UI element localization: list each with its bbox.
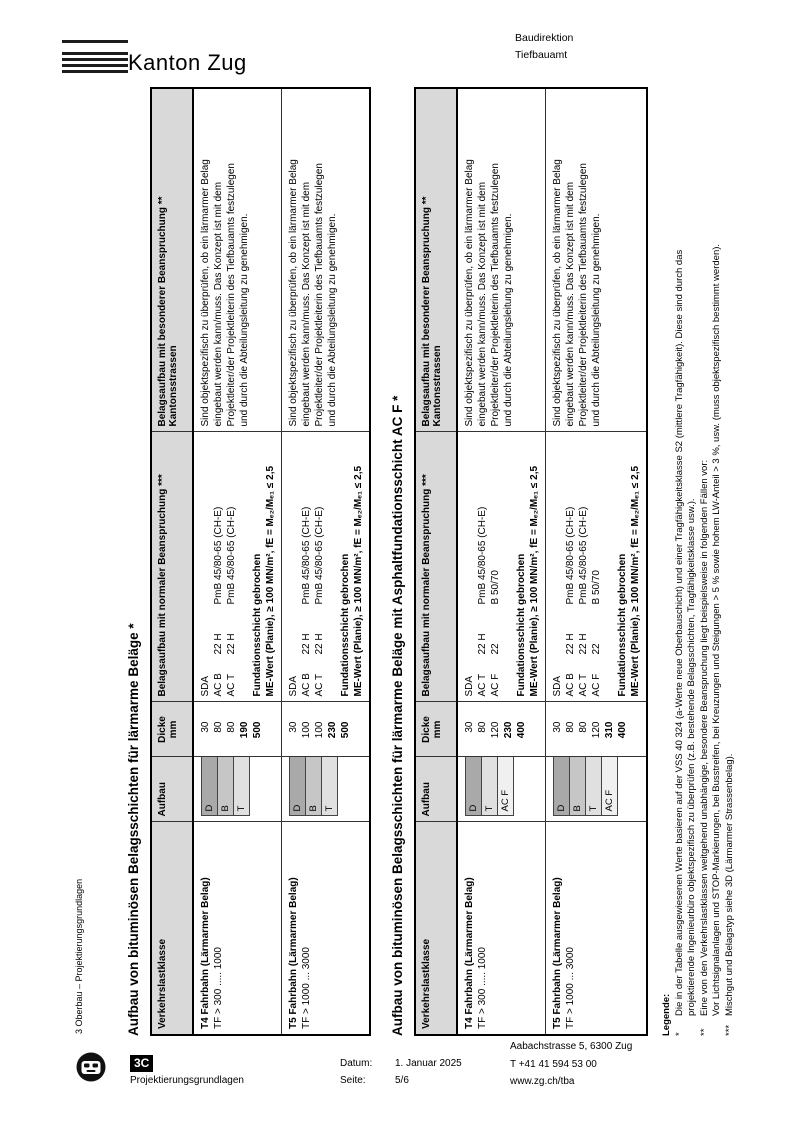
rotated-content (72, 86, 768, 1036)
cell-normale-beanspruchung: SDA AC B22 HPmB 45/80-65 (CH-E) AC T22 HPmB 45/80-65 (CH-E) AC F22B 50/70 Fundationsschicht gebrochen ME-Wert (Planie), ≥ 100 MN/m², fE = Mₑ₂/Mₑ₁ ≤ 2,5 (546, 432, 648, 702)
brand-title: Kanton Zug (128, 50, 247, 75)
col-besondere-beanspruchung: Belagsaufbau mit besonderer Beanspruchung ** Kantonsstrassen (151, 88, 193, 432)
col-aufbau: Aufbau (151, 757, 193, 822)
table-row-t5 (546, 88, 648, 1035)
department-block (515, 30, 573, 64)
table2-title: Aufbau von bituminösen Belagsschichten für lärmarme Beläge mit Asphaltfundationsschicht AC F * (390, 395, 405, 1036)
table2-header-row (415, 88, 457, 1035)
col-verkehrslastklasse: Verkehrslastklasse (151, 822, 193, 1035)
cell-verkehrslastklasse: T5 Fahrbahn (Lärmarmer Belag) TF > 1000 ... 3000 (546, 822, 648, 1035)
datum-value: 1. Januar 2025 (395, 1058, 462, 1069)
col-dicke: Dicke mm (415, 702, 457, 757)
cell-dicke: 30 80 80 120 310 400 (546, 702, 648, 757)
kanton-zug-flag-icon (62, 40, 128, 73)
col-normale-beanspruchung: Belagsaufbau mit normaler Beanspruchung *** (151, 432, 193, 702)
cell-dicke: 30 100 100 230 500 (282, 702, 371, 757)
layer-stack-diagram: D B T (289, 757, 338, 817)
cell-aufbau (193, 757, 282, 822)
cell-verkehrslastklasse: T4 Fahrbahn (Lärmarmer Belag) TF > 300 ..... 1000 (193, 822, 282, 1035)
cell-aufbau (282, 757, 371, 822)
cell-besondere-beanspruchung: Sind objektspezifisch zu überprüfen, ob ein lärmarmer Belag eingebaut werden kann/muss. Das Konzept ist mit dem Projektleiter/der Projektleiterin des Tiefbauamts festzulegen und durch die Abteilungsleitung zu genehmigen. (282, 88, 371, 432)
legend-heading: Legende: (661, 993, 672, 1036)
layer-stack-diagram: D B T (201, 757, 250, 817)
table-belagsschichten (150, 87, 371, 1036)
table-row-t4 (193, 88, 282, 1035)
department-line1: Baudirektion (515, 32, 574, 44)
datum-label: Datum: (340, 1058, 373, 1069)
section-badge: 3C (130, 1055, 153, 1072)
section-badge-caption: Projektierungsgrundlagen (130, 1075, 244, 1086)
table-row-t4 (457, 88, 546, 1035)
cell-dicke: 30 80 80 190 500 (193, 702, 282, 757)
legend-item-2: ** Eine von den Verkehrslastklassen weitgehend unabhängige, besondere Beanspruchung liegt beispielsweise in folgenden Fällen vor: Vor Lichtsignalanlagen und STOP-Markierungen, bei Busstreifen, bei Kreuzungen und Steigungen > 5 % sowie hohem LW-Anteil > 3 %, usw. (muss objektspezifisch bestimmt werden). (698, 243, 722, 1036)
department-line2: Tiefbauamt (515, 49, 568, 61)
seite-label: Seite: (340, 1075, 366, 1086)
legend (661, 86, 736, 1036)
seite-value: 5/6 (395, 1075, 409, 1086)
document-meta (340, 1055, 462, 1089)
col-dicke: Dicke mm (151, 702, 193, 757)
cell-verkehrslastklasse: T4 Fahrbahn (Lärmarmer Belag) TF > 300 ..... 1000 (457, 822, 546, 1035)
cell-normale-beanspruchung: SDA AC B22 HPmB 45/80-65 (CH-E) AC T22 HPmB 45/80-65 (CH-E) Fundationsschicht gebrochen ME-Wert (Planie), ≥ 100 MN/m², fE = Mₑ₂/Mₑ₁ ≤ 2,5 (193, 432, 282, 702)
cell-normale-beanspruchung: SDA AC B22 HPmB 45/80-65 (CH-E) AC T22 HPmB 45/80-65 (CH-E) Fundationsschicht gebrochen ME-Wert (Planie), ≥ 100 MN/m², fE = Mₑ₂/Mₑ₁ ≤ 2,5 (282, 432, 371, 702)
legend-item-3: *** Mischgut und Belagstyp siehe 3D (Lärmarmer Strassenbelag). (723, 753, 735, 1036)
cell-aufbau (457, 757, 546, 822)
address-phone: T +41 41 594 53 00 (510, 1058, 597, 1070)
chapter-note: 3 Oberbau – Projektierungsgrundlagen (74, 878, 84, 1034)
cell-besondere-beanspruchung: Sind objektspezifisch zu überprüfen, ob ein lärmarmer Belag eingebaut werden kann/muss. Das Konzept ist mit dem Projektleiter/der Projektleiterin des Tiefbauamts festzulegen und durch die Abteilungsleitung zu genehmigen. (457, 88, 546, 432)
address-block (510, 1038, 632, 1091)
layer-stack-diagram: D T AC F (465, 757, 514, 817)
cell-besondere-beanspruchung: Sind objektspezifisch zu überprüfen, ob ein lärmarmer Belag eingebaut werden kann/muss. Das Konzept ist mit dem Projektleiter/der Projektleiterin des Tiefbauamts festzulegen und durch die Abteilungsleitung zu genehmigen. (546, 88, 648, 432)
address-street: Aabachstrasse 5, 6300 Zug (510, 1041, 633, 1052)
col-verkehrslastklasse: Verkehrslastklasse (415, 822, 457, 1035)
cell-besondere-beanspruchung: Sind objektspezifisch zu überprüfen, ob ein lärmarmer Belag eingebaut werden kann/muss. Das Konzept ist mit dem Projektleiter/der Projektleiterin des Tiefbauamts festzulegen und durch die Abteilungsleitung zu genehmigen. (193, 88, 282, 432)
col-normale-beanspruchung: Belagsaufbau mit normaler Beanspruchung *** (415, 432, 457, 702)
col-besondere-beanspruchung: Belagsaufbau mit besonderer Beanspruchung ** Kantonsstrassen (415, 88, 457, 432)
table-row-t5 (282, 88, 371, 1035)
layer-stack-diagram: D B T AC F (553, 757, 618, 817)
cell-aufbau (546, 757, 648, 822)
address-web: www.zg.ch/tba (510, 1076, 575, 1087)
cell-dicke: 30 80 120 230 400 (457, 702, 546, 757)
car-icon (74, 1050, 108, 1089)
cell-verkehrslastklasse: T5 Fahrbahn (Lärmarmer Belag) TF > 1000 ... 3000 (282, 822, 371, 1035)
table1-header-row (151, 88, 193, 1035)
col-aufbau: Aufbau (415, 757, 457, 822)
table-belagsschichten-acf (414, 87, 648, 1036)
cell-normale-beanspruchung: SDA AC T22 HPmB 45/80-65 (CH-E) AC F22B 50/70 Fundationsschicht gebrochen ME-Wert (Planie), ≥ 100 MN/m², fE = Mₑ₂/Mₑ₁ ≤ 2,5 (457, 432, 546, 702)
table1-title: Aufbau von bituminösen Belagsschichten für lärmarme Beläge * (126, 623, 141, 1036)
legend-item-1: * Die in der Tabelle ausgewiesenen Werte basieren auf der VSS 40 324 (a-Werte neue Oberbauschicht) und einer Tragfähigkeitsklasse S2 (mittlere Tragfähigkeit). Diese sind durch das projektierende Ingenieurbüro objektspezifisch zu überprüfen (z.B. bestehende Belagsschichten, Tragfähigkeitsklasse usw.). (673, 249, 697, 1036)
